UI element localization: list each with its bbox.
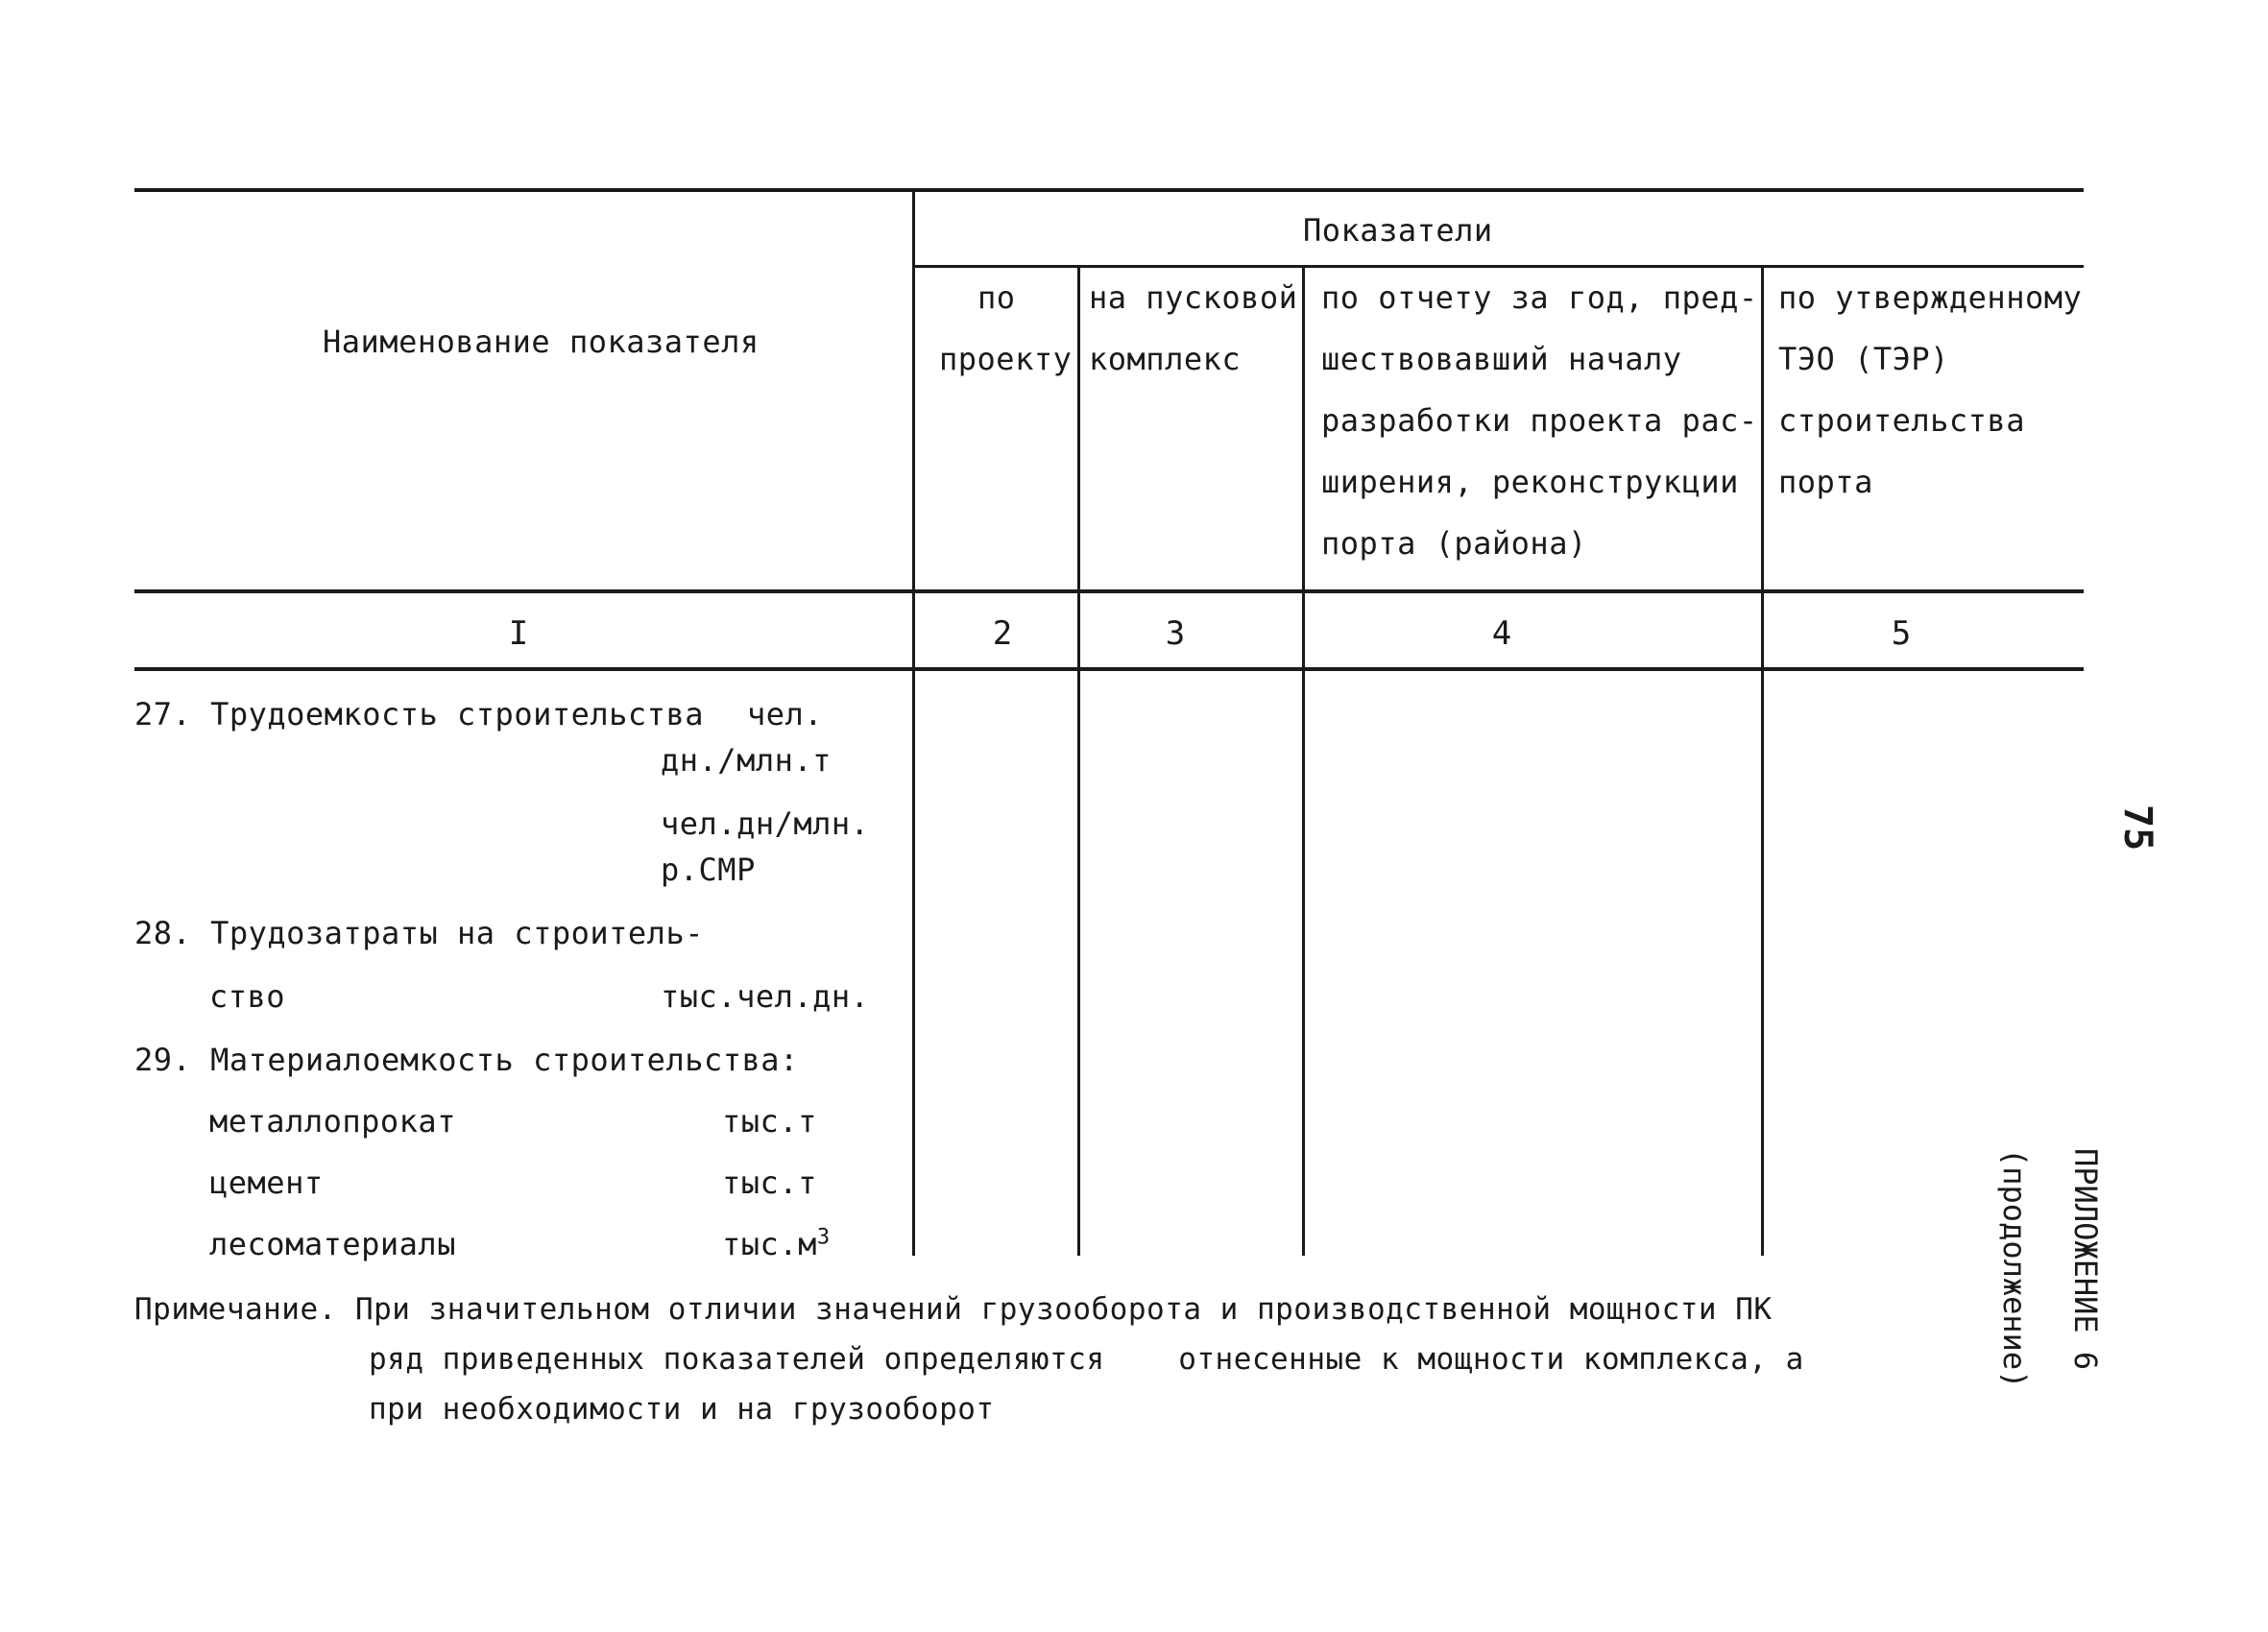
- col5-header-line2: ТЭО (ТЭР): [1778, 341, 1949, 377]
- row-27-unit1-b: дн./млн.т: [661, 742, 832, 779]
- group-header: Показатели: [1303, 212, 1493, 249]
- table-top-rule: [134, 188, 2084, 192]
- row-29-item-name: цемент: [209, 1164, 324, 1201]
- row-27-unit2-a: чел.дн/млн.: [661, 805, 870, 842]
- col4-header-line2: шествовавший началу: [1321, 341, 1682, 377]
- page-number: 75: [2115, 804, 2159, 852]
- col1-header: Наименование показателя: [323, 324, 760, 360]
- row-29-item-unit: тыс.т: [722, 1164, 817, 1201]
- row-28-label-a: 28. Трудозатраты на строитель-: [134, 915, 704, 951]
- column-number-1: I: [508, 614, 529, 653]
- note-line-3: при необходимости и на грузооборот: [369, 1392, 995, 1427]
- row-27-unit2-b: р.СМР: [661, 852, 756, 888]
- col4-header-line1: по отчету за год, пред-: [1321, 279, 1758, 316]
- col1-divider: [912, 188, 915, 1256]
- row-29-item-name: лесоматериалы: [209, 1226, 456, 1262]
- row-29-item-unit: [722, 1225, 831, 1263]
- col5-header-line1: по утвержденному: [1778, 279, 2083, 316]
- row-27-unit1-a: чел.: [747, 696, 824, 732]
- unit-superscript: 3: [816, 1225, 831, 1250]
- row-28-unit: тыс.чел.дн.: [661, 978, 870, 1015]
- note-line-1: Примечание. При значительном отличии значений грузооборота и производственной мощности ПК: [134, 1292, 1773, 1327]
- col3-divider: [1302, 267, 1305, 1256]
- row-29-item-unit: тыс.т: [722, 1103, 817, 1140]
- row-29-label: 29. Материалоемкость строительства:: [134, 1042, 799, 1078]
- column-number-2: 2: [992, 614, 1013, 653]
- col4-header-line5: порта (района): [1321, 525, 1587, 562]
- column-number-3: 3: [1165, 614, 1186, 653]
- column-number-5: 5: [1891, 614, 1912, 653]
- note-line-2: ряд приведенных показателей определяются отнесенные к мощности комплекса, а: [369, 1342, 1804, 1377]
- column-number-4: 4: [1491, 614, 1512, 653]
- column-numbers-rule: [134, 667, 2084, 671]
- appendix-title: ПРИЛОЖЕНИЕ 6: [2067, 1148, 2104, 1371]
- col2-header-line1: по: [977, 279, 1016, 316]
- col4-header-line4: ширения, реконструкции: [1321, 464, 1739, 500]
- unit-text: тыс.м: [722, 1226, 817, 1262]
- appendix-continuation: (продолжение): [1996, 1148, 2033, 1389]
- row-29-item-name: металлопрокат: [209, 1103, 456, 1140]
- col4-divider: [1761, 267, 1764, 1256]
- col5-header-line4: порта: [1778, 464, 1873, 500]
- header-bottom-rule: [134, 589, 2084, 593]
- row-27-label: 27. Трудоемкость строительства: [134, 696, 704, 732]
- group-header-rule: [914, 265, 2084, 268]
- col3-header-line1: на пусковой: [1089, 279, 1298, 316]
- col2-divider: [1077, 267, 1080, 1256]
- col3-header-line2: комплекс: [1089, 341, 1242, 377]
- col4-header-line3: разработки проекта рас-: [1321, 402, 1758, 439]
- col5-header-line3: строительства: [1778, 402, 2025, 439]
- row-28-label-b: ство: [209, 978, 286, 1015]
- col2-header-line2: проекту: [939, 341, 1073, 377]
